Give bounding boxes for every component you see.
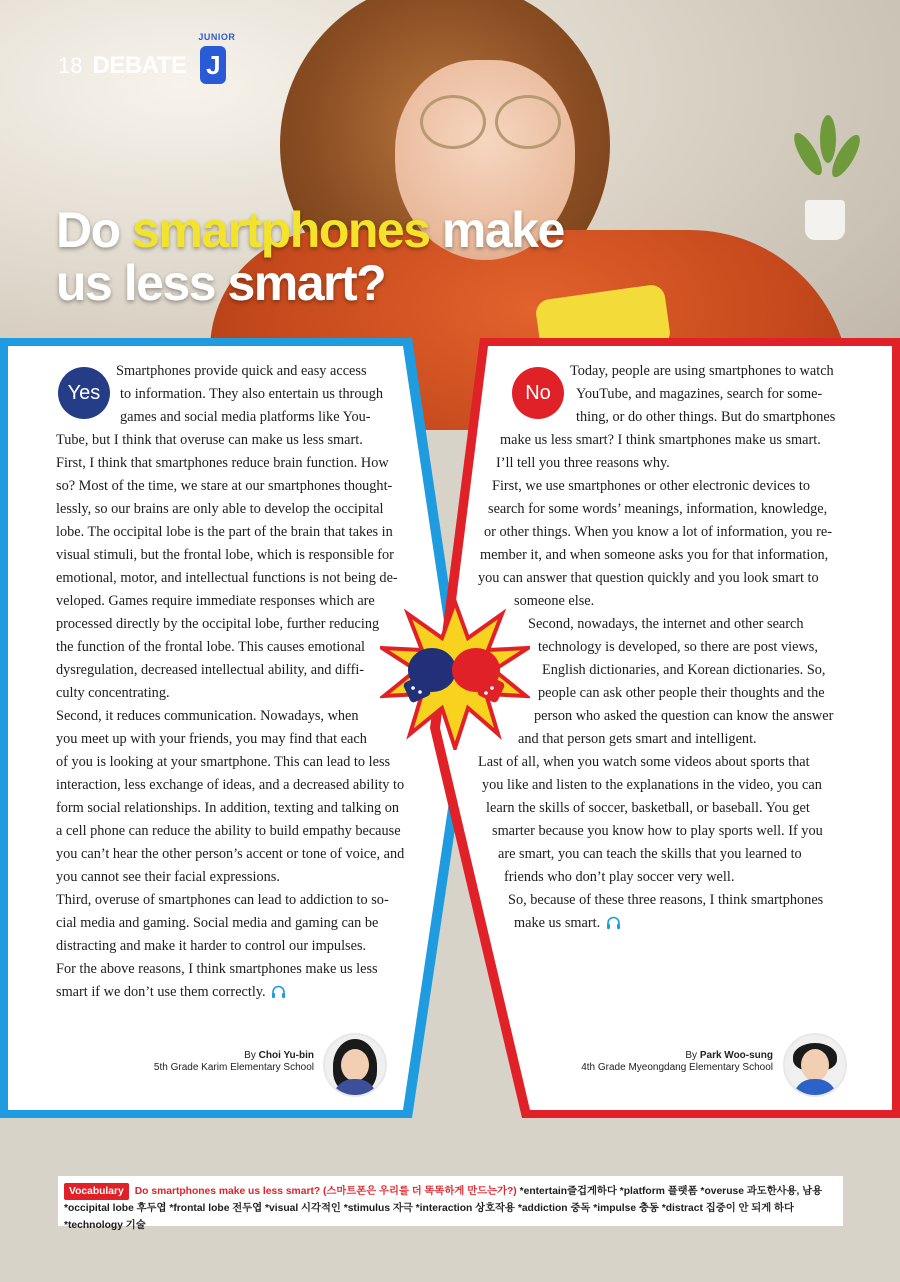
text-line: interaction, less exchange of ideas, and a decreased ability to (56, 777, 405, 793)
text-line: friends who don’t play soccer very well. (504, 869, 735, 885)
text-line: Today, people are using smartphones to watch (570, 363, 834, 379)
headphones-icon (606, 916, 621, 929)
text-line: person who asked the question can know the answer (534, 708, 834, 724)
text-line: culty concentrating. (56, 685, 170, 701)
yes-byline: By Choi Yu-bin 5th Grade Karim Elementary School (153, 1050, 314, 1073)
text-line: emotional, motor, and intellectual functions is not being de- (56, 570, 398, 586)
junior-logo-icon: JUNIOR J (198, 44, 232, 88)
vocabulary-box (58, 1176, 843, 1231)
text-line: cial media and gaming. Social media and gaming can be (56, 915, 379, 931)
text-line: Second, nowadays, the internet and other search (528, 616, 804, 632)
text-line: member it, and when someone asks you for that information, (480, 547, 829, 563)
yes-badge: Yes (58, 367, 110, 419)
text-line: Last of all, when you watch some videos about sports that (478, 754, 810, 770)
text-line: you can answer that question quickly and you look smart to (478, 570, 819, 586)
vocabulary-tag: Vocabulary (64, 1183, 129, 1200)
text-line: smart if we don’t use them correctly. (56, 981, 418, 1004)
text-line: games and social media platforms like You- (120, 409, 371, 425)
text-line: so? Most of the time, we stare at our smartphones thought- (56, 478, 393, 494)
avatar (323, 1033, 387, 1097)
text-line: a cell phone can reduce the ability to build empathy because (56, 823, 401, 839)
text-line: For the above reasons, I think smartphones make us less (56, 961, 378, 977)
headphones-icon (271, 985, 286, 998)
text-line: you cannot see their facial expressions. (56, 869, 280, 885)
boxing-gloves-icon (380, 600, 530, 750)
text-line: distracting and make it harder to control our impulses. (56, 938, 367, 954)
text-line: So, because of these three reasons, I think smartphones (508, 892, 824, 908)
text-line: smarter because you know how to play sports well. If you (492, 823, 823, 839)
text-line: veloped. Games require immediate responses which are (56, 593, 375, 609)
text-line: lobe. The occipital lobe is the part of the brain that takes in (56, 524, 393, 540)
text-line: and that person gets smart and intelligent. (518, 731, 757, 747)
text-line: Smartphones provide quick and easy access (116, 363, 367, 379)
no-badge: No (512, 367, 564, 419)
text-line: you like and listen to the explanations in the video, you can (482, 777, 822, 793)
text-line: dysregulation, decreased intellectual ability, and diffi- (56, 662, 365, 678)
text-line: of you is looking at your smartphone. This can lead to less (56, 754, 391, 770)
vocabulary-terms: *entertain즐겁게하다 *platform 플랫폼 *overuse 과도한사용, 남용 *occipital lobe 후두엽 *frontal lobe 전두엽 *visual 시각적인 *stimulus 자극 *interaction 상호작용 *addiction 중독 *impulse 충동 *distract 집중이 안 되게 하다 *technology 기술 (64, 1186, 823, 1231)
no-school: 4th Grade Myeongdang Elementary School (581, 1062, 773, 1073)
text-line: technology is developed, so there are post views, (538, 639, 818, 655)
text-line: Third, overuse of smartphones can lead to addiction to so- (56, 892, 389, 908)
text-line: make us less smart? I think smartphones make us smart. (500, 432, 821, 448)
text-line: search for some words’ meanings, information, knowledge, (488, 501, 828, 517)
yes-author: Choi Yu-bin (258, 1050, 314, 1061)
text-line: you can’t hear the other person’s accent or tone of voice, and (56, 846, 405, 862)
text-line: learn the skills of soccer, basketball, or baseball. You get (486, 800, 810, 816)
title-highlight: smartphones (132, 202, 430, 258)
yes-school: 5th Grade Karim Elementary School (153, 1062, 314, 1073)
text-line: someone else. (514, 593, 595, 609)
text-line: lessly, so our brains are only able to develop the occipital (56, 501, 384, 517)
no-argument-text (478, 360, 848, 935)
text-line: YouTube, and magazines, search for some- (576, 386, 823, 402)
no-byline: By Park Woo-sung 4th Grade Myeongdang Elementary School (581, 1050, 773, 1073)
text-line: visual stimuli, but the frontal lobe, which is responsible for (56, 547, 394, 563)
text-line: form social relationships. In addition, texting and talking on (56, 800, 400, 816)
text-line: people can ask other people their thoughts and the (538, 685, 825, 701)
text-line: First, we use smartphones or other electronic devices to (492, 478, 811, 494)
text-line: are smart, you can teach the skills that you learned to (498, 846, 802, 862)
text-line: or other things. When you know a lot of information, you re- (484, 524, 832, 540)
text-line: the function of the frontal lobe. This causes emotional (56, 639, 366, 655)
page-title: Do smartphones make us less smart? (56, 202, 564, 311)
section-title: DEBATE (92, 52, 187, 79)
avatar (783, 1033, 847, 1097)
text-line: Tube, but I think that overuse can make us less smart. (56, 432, 363, 448)
text-line: make us smart. (478, 912, 848, 935)
text-line: thing, or do other things. But do smartphones (576, 409, 836, 425)
text-line: processed directly by the occipital lobe, further reducing (56, 616, 380, 632)
vocabulary-question: Do smartphones make us less smart? (스마트폰은 우리를 더 똑똑하게 만드는가?) (134, 1186, 517, 1197)
no-author: Park Woo-sung (699, 1050, 773, 1061)
text-line: Second, it reduces communication. Nowadays, when (56, 708, 359, 724)
page-number: 18 (58, 53, 83, 78)
text-line: I’ll tell you three reasons why. (496, 455, 670, 471)
text-line: First, I think that smartphones reduce brain function. How (56, 455, 389, 471)
text-line: English dictionaries, and Korean dictionaries. So, (542, 662, 826, 678)
text-line: you meet up with your friends, you may find that each (56, 731, 367, 747)
text-line: to information. They also entertain us through (120, 386, 383, 402)
yes-argument-text (56, 360, 418, 1004)
